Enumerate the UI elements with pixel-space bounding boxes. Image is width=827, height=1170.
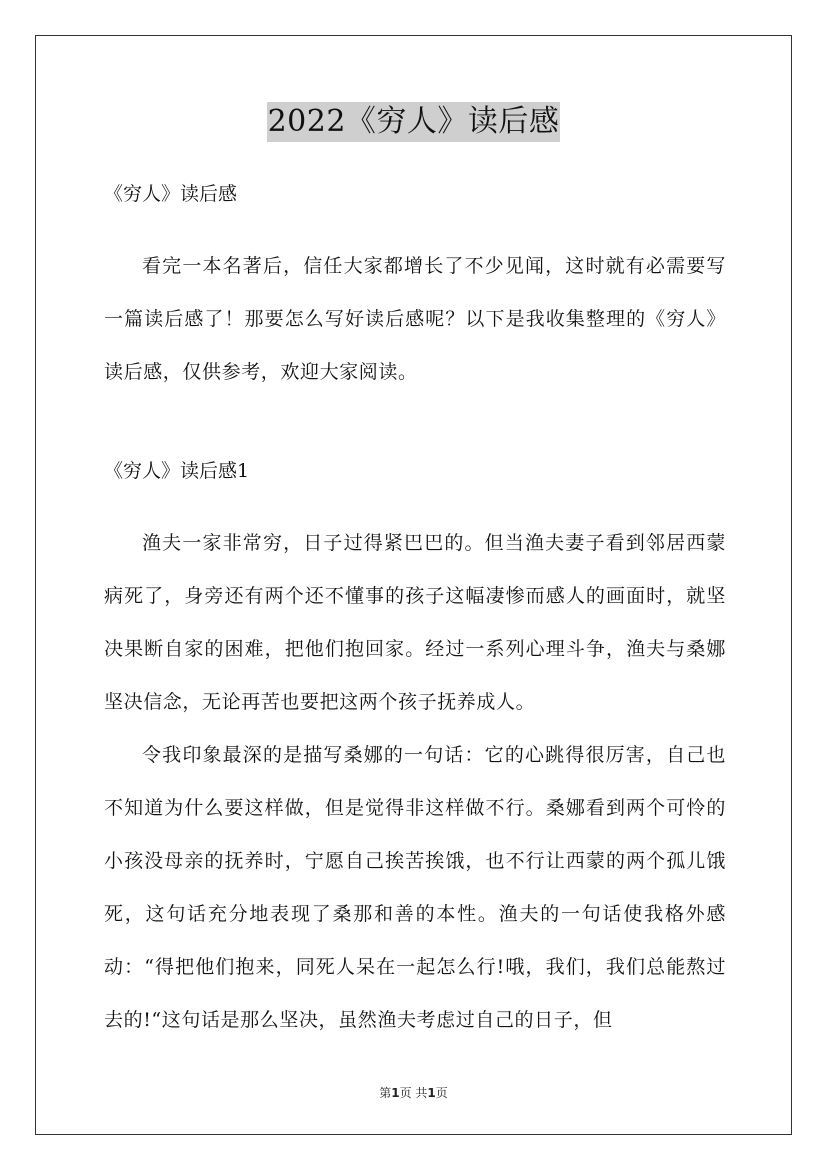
body-paragraph-1: 渔夫一家非常穷，日子过得紧巴巴的。但当渔夫妻子看到邻居西蒙病死了，身旁还有两个还不懂事的孩子这幅凄惨而感人的画面时，就坚决果断自家的困难，把他们抱回家。经过一系列心理斗争，渔夫与桑娜坚决信念，无论再苦也要把这两个孩子抚养成人。 (104, 532, 726, 713)
title-container (0, 102, 827, 142)
footer-page-total: 1 (427, 1086, 436, 1100)
footer-page-current: 1 (391, 1086, 400, 1100)
footer-page-prefix: 第 (379, 1086, 392, 1100)
body-paragraph-2: 令我印象最深的是描写桑娜的一句话：它的心跳得很厉害，自己也不知道为什么要这样做，但是觉得非这样做不行。桑娜看到两个可怜的小孩没母亲的抚养时，宁愿自己挨苦挨饿，也不行让西蒙的两个孤儿饿死，这句话充分地表现了桑那和善的本性。渔夫的一句话使我格外感动：“得把他们抱来，同死人呆在一起怎么行!哦，我们，我们总能熬过去的!“这句话是那么坚决，虽然渔夫考虑过自己的日子，但 (104, 744, 726, 1031)
section-heading: 《穷人》读后感1 (104, 460, 250, 482)
intro-paragraph: 看完一本名著后，信任大家都增长了不少见闻，这时就有必需要写一篇读后感了！那要怎么写好读后感呢？以下是我收集整理的《穷人》读后感，仅供参考，欢迎大家阅读。 (104, 255, 726, 383)
footer-page-suffix: 页 (435, 1086, 448, 1100)
document-title: 2022《穷人》读后感 (267, 102, 561, 142)
page-footer (0, 1084, 827, 1101)
footer-page-mid: 页 共 (399, 1086, 428, 1100)
intro-heading: 《穷人》读后感 (104, 183, 238, 205)
document-body (104, 174, 726, 1047)
spacer (104, 491, 726, 517)
spacer (104, 214, 726, 240)
spacer (104, 399, 726, 451)
